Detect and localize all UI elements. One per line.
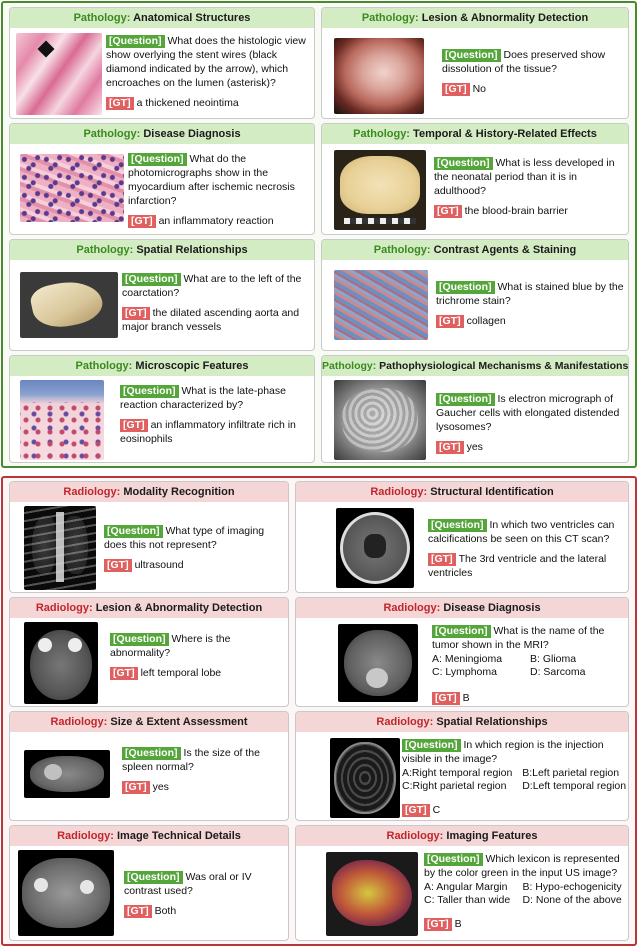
question-tag: [Question] <box>110 633 169 646</box>
question-text: What type of imaging does this not represent? <box>104 525 265 551</box>
domain-label: Pathology: <box>361 12 419 24</box>
domain-label: Pathology: <box>83 128 141 140</box>
radiology-card-imaging-features <box>295 825 629 941</box>
abdominal-ct-image <box>24 750 110 798</box>
domain-label: Radiology: <box>383 602 441 614</box>
radiology-card-structural-identification <box>295 481 629 593</box>
answer-text: left temporal lobe <box>140 667 222 679</box>
domain-label: Radiology: <box>376 716 434 728</box>
pathology-card-spatial-relationships <box>9 239 315 351</box>
gt-tag: [GT] <box>104 559 132 572</box>
question-tag: [Question] <box>436 393 495 406</box>
category-label: Disease Diagnosis <box>443 602 541 614</box>
card-header <box>10 240 314 260</box>
brain-flair-image <box>330 738 400 818</box>
category-label: Pathophysiological Mechanisms & Manifestations <box>379 360 628 372</box>
option-a: A: Angular Margin <box>424 881 508 893</box>
answer-text: No <box>472 83 487 95</box>
option-c: C: Taller than wide <box>424 894 511 906</box>
gt-tag: [GT] <box>432 692 460 705</box>
option-b: B: Hypo-echogenicity <box>522 881 622 893</box>
answer-text: Both <box>154 905 177 917</box>
card-header <box>322 356 628 376</box>
card-header <box>10 482 288 502</box>
domain-label: Radiology: <box>370 486 428 498</box>
question-text: What is the late-phase reaction characterized by? <box>120 385 286 411</box>
domain-label: Radiology: <box>63 486 121 498</box>
category-label: Imaging Features <box>446 830 538 842</box>
option-d: D: None of the above <box>522 894 622 906</box>
gt-tag: [GT] <box>442 83 470 96</box>
answer-options <box>424 881 628 907</box>
aorta-specimen-image <box>20 272 118 338</box>
radiology-card-size-extent <box>9 711 289 821</box>
gt-tag: [GT] <box>122 307 150 320</box>
question-text: Is the size of the spleen normal? <box>122 747 260 773</box>
head-ct-image <box>336 508 414 588</box>
category-label: Anatomical Structures <box>133 12 251 24</box>
card-header <box>10 124 314 144</box>
question-text: What is less developed in the neonatal period than it is in adulthood? <box>434 157 615 197</box>
category-label: Contrast Agents & Staining <box>433 244 577 256</box>
tumor-mri-image <box>338 624 418 702</box>
card-header <box>322 8 628 28</box>
question-text: Where is the abnormality? <box>110 633 231 659</box>
answer-text: yes <box>466 441 483 453</box>
question-text: In which region is the injection visible in the image? <box>402 739 604 765</box>
question-tag: [Question] <box>402 739 461 752</box>
option-c: C: Lymphoma <box>432 666 497 678</box>
domain-label: Radiology: <box>50 716 108 728</box>
card-header <box>10 826 288 846</box>
radiology-card-technical-details <box>9 825 289 941</box>
stent-wire-marker <box>38 41 55 58</box>
question-tag: [Question] <box>124 871 183 884</box>
category-label: Modality Recognition <box>123 486 235 498</box>
answer-text: a thickened neointima <box>136 97 239 109</box>
card-header <box>10 712 288 732</box>
answer-text: an inflammatory reaction <box>158 215 274 227</box>
question-text: What does the histologic view show overlying the stent wires (black diamond indicated by the arrow), which encroaches on the lumen (asterisk)? <box>106 35 306 89</box>
answer-options <box>402 767 628 793</box>
domain-label: Radiology: <box>35 602 93 614</box>
domain-label: Radiology: <box>386 830 444 842</box>
category-label: Spatial Relationships <box>136 244 248 256</box>
answer-text: B <box>462 692 470 704</box>
answer-text: the dilated ascending aorta and major branch vessels <box>122 307 300 333</box>
brain-mri-image <box>24 622 98 704</box>
answer-text: yes <box>152 781 169 793</box>
question-text: In which two ventricles can calcifications be seen on this CT scan? <box>428 519 615 545</box>
category-label: Size & Extent Assessment <box>110 716 248 728</box>
category-label: Disease Diagnosis <box>143 128 241 140</box>
domain-label: Radiology: <box>57 830 114 842</box>
card-header <box>296 826 628 846</box>
eosinophil-image <box>20 380 104 460</box>
category-label: Lesion & Abnormality Detection <box>421 12 589 24</box>
pathology-card-anatomical-structures <box>9 7 315 119</box>
answer-text: C <box>432 804 441 816</box>
card-header <box>10 356 314 376</box>
radiology-section <box>1 476 637 946</box>
question-tag: [Question] <box>442 49 501 62</box>
question-text: Was oral or IV contrast used? <box>124 871 252 897</box>
category-label: Spatial Relationships <box>436 716 548 728</box>
question-tag: [Question] <box>434 157 493 170</box>
question-text: Is electron micrograph of Gaucher cells with elongated distended lysosomes? <box>436 393 620 433</box>
question-tag: [Question] <box>122 273 181 286</box>
answer-text: B <box>454 918 462 930</box>
radiology-card-modality-recognition <box>9 481 289 593</box>
card-header <box>322 124 628 144</box>
category-label: Structural Identification <box>430 486 554 498</box>
question-tag: [Question] <box>436 281 495 294</box>
domain-label: Pathology: <box>373 244 431 256</box>
option-b: B: Glioma <box>530 653 577 665</box>
domain-label: Pathology: <box>322 360 377 372</box>
answer-text: the blood-brain barrier <box>464 205 568 217</box>
brain-section-image <box>334 150 426 230</box>
gt-tag: [GT] <box>124 905 152 918</box>
question-tag: [Question] <box>428 519 487 532</box>
gt-tag: [GT] <box>436 315 464 328</box>
card-header <box>296 482 628 502</box>
gt-tag: [GT] <box>436 441 464 454</box>
brain-gross-image <box>334 38 424 114</box>
gt-tag: [GT] <box>428 553 456 566</box>
answer-text: an inflammatory infiltrate rich in eosinophils <box>120 419 296 445</box>
option-a: A:Right temporal region <box>402 767 513 779</box>
pathology-section <box>1 1 637 468</box>
option-d: D: Sarcoma <box>530 666 586 678</box>
domain-label: Pathology: <box>75 360 133 372</box>
myocardium-image <box>20 154 124 222</box>
pathology-card-pathophysiological-mechanisms <box>321 355 629 463</box>
category-label: Temporal & History-Related Effects <box>413 128 597 140</box>
question-text: Does preserved show dissolution of the tissue? <box>442 49 606 75</box>
domain-label: Pathology: <box>76 244 134 256</box>
category-label: Lesion & Abnormality Detection <box>95 602 263 614</box>
gt-tag: [GT] <box>434 205 462 218</box>
category-label: Microscopic Features <box>135 360 249 372</box>
domain-label: Pathology: <box>353 128 410 140</box>
ultrasound-image <box>326 852 418 936</box>
gt-tag: [GT] <box>424 918 452 931</box>
card-header <box>10 598 288 618</box>
question-text: What is the name of the tumor shown in the MRI? <box>432 625 605 651</box>
option-a: A: Meningioma <box>432 653 503 665</box>
question-tag: [Question] <box>104 525 163 538</box>
gt-tag: [GT] <box>122 781 150 794</box>
card-header <box>296 598 628 618</box>
card-header <box>322 240 628 260</box>
chest-xray-image <box>24 506 96 590</box>
electron-micrograph-image <box>334 380 426 460</box>
answer-text: The 3rd ventricle and the lateral ventricles <box>428 553 607 579</box>
pathology-card-disease-diagnosis <box>9 123 315 235</box>
card-header <box>296 712 628 732</box>
question-tag: [Question] <box>122 747 181 760</box>
gt-tag: [GT] <box>128 215 156 228</box>
card-header <box>10 8 314 28</box>
option-b: B:Left parietal region <box>522 767 620 779</box>
gt-tag: [GT] <box>110 667 138 680</box>
question-tag: [Question] <box>128 153 187 166</box>
question-tag: [Question] <box>432 625 491 638</box>
question-tag: [Question] <box>424 853 483 866</box>
gt-tag: [GT] <box>120 419 148 432</box>
pathology-card-temporal-effects <box>321 123 629 235</box>
question-text: What do the photomicrographs show in the myocardium after ischemic necrosis infarction? <box>128 153 295 207</box>
pathology-card-lesion-detection <box>321 7 629 119</box>
radiology-card-spatial-relationships <box>295 711 629 821</box>
answer-options <box>432 653 624 679</box>
contrast-ct-image <box>18 850 114 936</box>
question-text: Which lexicon is represented by the color green in the input US image? <box>424 853 620 879</box>
pathology-card-microscopic-features <box>9 355 315 463</box>
option-c: C:Right parietal region <box>402 780 507 792</box>
question-text: What is stained blue by the trichrome stain? <box>436 281 624 307</box>
answer-text: ultrasound <box>134 559 184 571</box>
histology-image <box>16 33 102 115</box>
question-tag: [Question] <box>106 35 165 48</box>
trichrome-stain-image <box>334 270 428 340</box>
gt-tag: [GT] <box>402 804 430 817</box>
category-label: Image Technical Details <box>117 830 241 842</box>
domain-label: Pathology: <box>73 12 131 24</box>
option-d: D:Left temporal region <box>522 780 627 792</box>
question-tag: [Question] <box>120 385 179 398</box>
question-text: What are to the left of the coarctation? <box>122 273 302 299</box>
radiology-card-disease-diagnosis <box>295 597 629 707</box>
pathology-card-contrast-staining <box>321 239 629 351</box>
gt-tag: [GT] <box>106 97 134 110</box>
answer-text: collagen <box>466 315 506 327</box>
radiology-card-lesion-detection <box>9 597 289 707</box>
